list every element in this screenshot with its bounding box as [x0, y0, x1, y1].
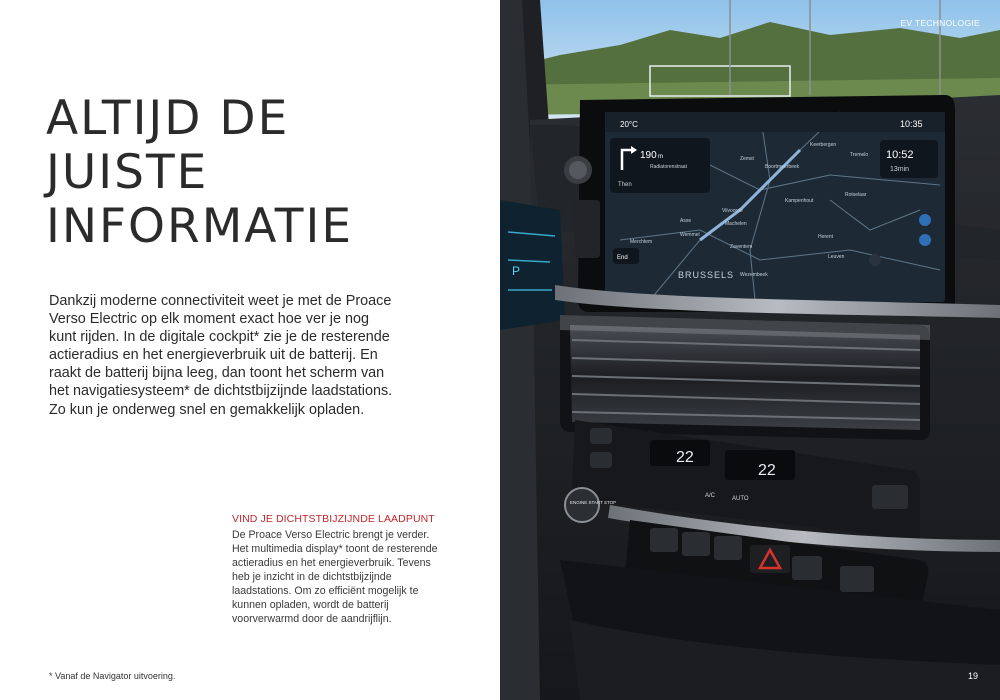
place-keerbergen: Keerbergen — [810, 142, 837, 148]
intro-paragraph: Dankzij moderne connectiviteit weet je met de Proace Verso Electric op elk moment exact hoe ver je nog kunt rijden. In de digitale cockpit* zie je de resterende actieradius en het energieverbruik uit de batterij. En raakt de batterij bijna leeg, dan toont het scherm van het navigatiesysteem* de dichtstbijzijnde laadstations. Zo kun je onderweg snel en gemakkelijk opladen. — [49, 293, 393, 418]
place-rotselaar: Rotselaar — [845, 192, 867, 198]
tip-title: VIND JE DICHTSTBIJZIJNDE LAADPUNT — [232, 513, 435, 525]
screen-temperature: 20°C — [620, 120, 638, 129]
place-leuven: Leuven — [828, 254, 845, 260]
tip-body: De Proace Verso Electric brengt je verder. Het multimedia display* toont de resterende actieradius en het energieverbruik. Tevens heb je inzicht in de dichtstbijzijnde laadstations. Om zo efficiënt mogelijk te kunnen opladen, wordt de batterij voorverwarmd door de aandrijflijn. — [232, 529, 438, 625]
start-button-label: ENGINE START STOP — [570, 500, 617, 505]
screen-distance-unit: m — [658, 154, 663, 160]
climate-ac: A/C — [705, 493, 716, 499]
climate-left-temp: 22 — [676, 449, 694, 466]
screen-end-button: End — [617, 255, 628, 261]
screen-distance: 190 — [640, 150, 657, 161]
svg-text:P: P — [512, 264, 521, 278]
infotainment-screen — [578, 95, 955, 312]
page-title — [46, 92, 486, 254]
screen-then-label: Then — [618, 182, 632, 188]
place-machelen: Machelen — [725, 221, 747, 227]
place-wezembeek: Wezembeek — [740, 272, 768, 278]
page-number: 19 — [967, 671, 978, 681]
place-tremelo: Tremelo — [850, 152, 869, 158]
place-kampenhout: Kampenhout — [785, 198, 814, 204]
volume-knob — [564, 156, 592, 184]
place-asse: Asse — [680, 218, 692, 224]
place-vilvoorde: Vilvoorde — [722, 208, 743, 214]
place-wemmel: Wemmel — [680, 232, 700, 238]
screen-eta-min: 13min — [890, 166, 910, 173]
climate-auto: AUTO — [732, 496, 749, 502]
page-title-line-1: ALTIJD DE — [46, 91, 290, 146]
place-merchtem: Merchtem — [630, 239, 653, 245]
climate-right-temp: 22 — [758, 462, 776, 479]
dashboard-photo — [500, 0, 1000, 700]
place-zaventem: Zaventem — [730, 244, 753, 250]
place-herent: Herent — [818, 234, 834, 240]
page-title-line-2: JUISTE — [46, 145, 209, 200]
screen-street: Radiatorenstraat — [650, 164, 687, 170]
dashboard-illustration — [500, 0, 1000, 700]
screen-eta-clock: 10:52 — [886, 149, 914, 161]
page-title-line-3: INFORMATIE — [46, 199, 354, 254]
section-label: EV TECHNOLOGIE — [900, 18, 980, 28]
place-boortmeerbeek: Boortmeerbeek — [765, 164, 800, 170]
place-zemst: Zemst — [740, 156, 754, 162]
footnote: * Vanaf de Navigator uitvoering. — [49, 671, 176, 681]
place-brussels: BRUSSELS — [678, 270, 735, 280]
air-vents — [560, 315, 930, 440]
screen-clock: 10:35 — [900, 119, 923, 129]
home-buttons — [574, 200, 600, 258]
